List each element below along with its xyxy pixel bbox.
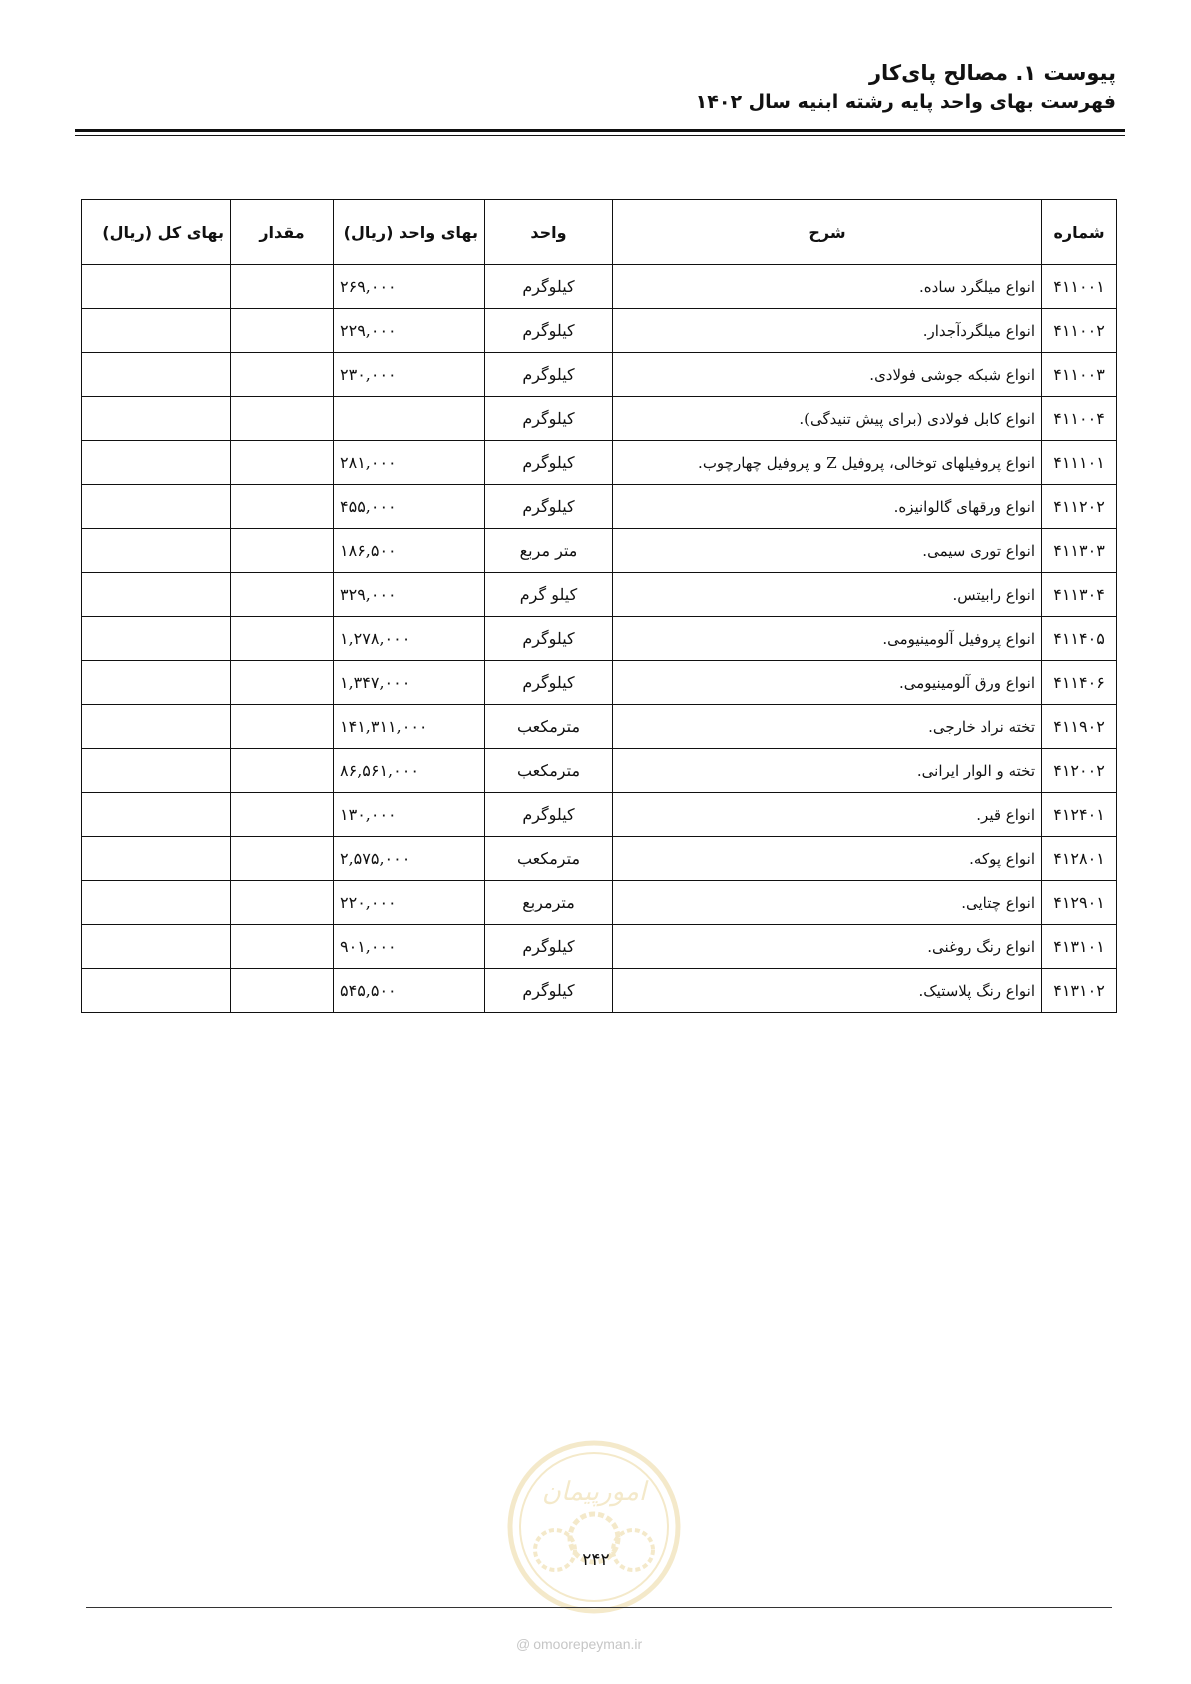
cell-quantity [231,925,334,969]
cell-description: انواع چتایی. [613,881,1042,925]
cell-unit: متر مربع [485,529,613,573]
page-header [66,58,1116,116]
cell-code: ۴۱۲۹۰۱ [1042,881,1117,925]
cell-quantity [231,265,334,309]
cell-description: انواع پروفیلهای توخالی، پروفیل Z و پروفیل چهارچوب. [613,441,1042,485]
cell-unit-price: ۴۵۵,۰۰۰ [334,485,485,529]
cell-total-price [82,793,231,837]
cell-unit: کیلوگرم [485,397,613,441]
cell-description: انواع پروفیل آلومینیومی. [613,617,1042,661]
table-row [82,749,1117,793]
table-row [82,969,1117,1013]
cell-quantity [231,573,334,617]
website-url: omoorepeyman.ir [533,1636,643,1652]
cell-code: ۴۱۱۱۰۱ [1042,441,1117,485]
cell-code: ۴۱۲۰۰۲ [1042,749,1117,793]
at-sign-icon: @ [516,1636,531,1652]
cell-total-price [82,925,231,969]
cell-description: انواع قیر. [613,793,1042,837]
cell-unit: کیلو گرم [485,573,613,617]
table-row [82,353,1117,397]
cell-unit-price: ۲۶۹,۰۰۰ [334,265,485,309]
cell-total-price [82,837,231,881]
table-row [82,397,1117,441]
cell-unit-price: ۲۲۹,۰۰۰ [334,309,485,353]
cell-unit-price: ۳۲۹,۰۰۰ [334,573,485,617]
cell-quantity [231,485,334,529]
column-header-description: شرح [613,200,1042,265]
cell-unit: کیلوگرم [485,265,613,309]
cell-total-price [82,573,231,617]
cell-code: ۴۱۱۴۰۶ [1042,661,1117,705]
cell-unit-price: ۲,۵۷۵,۰۰۰ [334,837,485,881]
cell-code: ۴۱۱۰۰۲ [1042,309,1117,353]
table-row [82,793,1117,837]
table-row [82,529,1117,573]
cell-total-price [82,969,231,1013]
table-row [82,617,1117,661]
website-watermark [516,1636,706,1652]
cell-code: ۴۱۱۰۰۱ [1042,265,1117,309]
seal-logo-text: امورپیمان [541,1477,647,1507]
cell-unit-price: ۱۴۱,۳۱۱,۰۰۰ [334,705,485,749]
table-row [82,309,1117,353]
cell-unit: کیلوگرم [485,441,613,485]
cell-unit-price: ۸۶,۵۶۱,۰۰۰ [334,749,485,793]
price-list-table [81,199,1117,1013]
cell-description: انواع میلگردآجدار. [613,309,1042,353]
table-row [82,573,1117,617]
column-header-unit-price: بهای واحد (ریال) [334,200,485,265]
cell-code: ۴۱۱۲۰۲ [1042,485,1117,529]
cell-quantity [231,617,334,661]
table-row [82,265,1117,309]
table-row [82,837,1117,881]
cell-code: ۴۱۲۴۰۱ [1042,793,1117,837]
cell-unit: مترمکعب [485,705,613,749]
cell-description: انواع رابیتس. [613,573,1042,617]
cell-total-price [82,309,231,353]
cell-code: ۴۱۱۳۰۳ [1042,529,1117,573]
table-header-row [82,200,1117,265]
cell-unit-price: ۲۳۰,۰۰۰ [334,353,485,397]
cell-description: انواع پوکه. [613,837,1042,881]
cell-unit-price [334,397,485,441]
cell-quantity [231,441,334,485]
page-number: ۲۴۲ [582,1550,610,1570]
cell-unit-price: ۵۴۵,۵۰۰ [334,969,485,1013]
cell-description: انواع رنگ روغنی. [613,925,1042,969]
cell-description: انواع میلگرد ساده. [613,265,1042,309]
cell-total-price [82,705,231,749]
cell-unit: کیلوگرم [485,661,613,705]
seal-outer-ring [510,1443,678,1611]
table-row [82,441,1117,485]
cell-description: انواع ورقهای گالوانیزه. [613,485,1042,529]
cell-code: ۴۱۳۱۰۱ [1042,925,1117,969]
cell-quantity [231,529,334,573]
table-row [82,661,1117,705]
cell-unit-price: ۹۰۱,۰۰۰ [334,925,485,969]
appendix-title: پیوست ۱. مصالح پای‌کار [868,61,1116,85]
cell-unit: کیلوگرم [485,309,613,353]
table-row [82,485,1117,529]
cell-description: انواع شبکه جوشی فولادی. [613,353,1042,397]
table-row [82,881,1117,925]
cell-unit-price: ۱,۲۷۸,۰۰۰ [334,617,485,661]
cell-total-price [82,265,231,309]
cell-total-price [82,353,231,397]
cell-unit: کیلوگرم [485,353,613,397]
table-row [82,925,1117,969]
cell-description: تخته و الوار ایرانی. [613,749,1042,793]
cell-quantity [231,353,334,397]
table-row [82,705,1117,749]
cell-unit: کیلوگرم [485,793,613,837]
cell-unit: مترمکعب [485,837,613,881]
cell-quantity [231,309,334,353]
cell-quantity [231,881,334,925]
table-body [82,265,1117,1013]
gear-seal-logo [505,1438,683,1616]
cell-unit: کیلوگرم [485,969,613,1013]
cell-total-price [82,617,231,661]
cell-quantity [231,705,334,749]
cell-unit-price: ۲۸۱,۰۰۰ [334,441,485,485]
cell-unit: مترمربع [485,881,613,925]
cell-total-price [82,485,231,529]
cell-total-price [82,441,231,485]
cell-total-price [82,749,231,793]
cell-description: انواع رنگ پلاستیک. [613,969,1042,1013]
cell-quantity [231,837,334,881]
column-header-unit: واحد [485,200,613,265]
cell-unit-price: ۲۲۰,۰۰۰ [334,881,485,925]
cell-unit: کیلوگرم [485,925,613,969]
footer-rule [86,1607,1112,1608]
cell-total-price [82,661,231,705]
seal-inner-ring [520,1453,668,1601]
cell-unit-price: ۱۸۶,۵۰۰ [334,529,485,573]
cell-description: انواع توری سیمی. [613,529,1042,573]
cell-code: ۴۱۱۳۰۴ [1042,573,1117,617]
cell-code: ۴۱۱۰۰۴ [1042,397,1117,441]
cell-code: ۴۱۱۴۰۵ [1042,617,1117,661]
cell-quantity [231,969,334,1013]
cell-description: انواع کابل فولادی (برای پیش تنیدگی). [613,397,1042,441]
cell-code: ۴۱۱۹۰۲ [1042,705,1117,749]
cell-unit-price: ۱,۳۴۷,۰۰۰ [334,661,485,705]
cell-unit: مترمکعب [485,749,613,793]
cell-quantity [231,661,334,705]
cell-total-price [82,881,231,925]
column-header-code: شماره [1042,200,1117,265]
cell-quantity [231,749,334,793]
cell-unit-price: ۱۳۰,۰۰۰ [334,793,485,837]
document-subtitle: فهرست بهای واحد پایه رشته ابنیه سال ۱۴۰۲ [695,91,1116,113]
cell-description: تخته نراد خارجی. [613,705,1042,749]
cell-unit: کیلوگرم [485,485,613,529]
cell-unit: کیلوگرم [485,617,613,661]
column-header-total-price: بهای کل (ریال) [82,200,231,265]
cell-code: ۴۱۳۱۰۲ [1042,969,1117,1013]
header-rule-thin [75,135,1125,136]
cell-code: ۴۱۱۰۰۳ [1042,353,1117,397]
header-rule-thick [75,129,1125,132]
cell-quantity [231,397,334,441]
cell-total-price [82,529,231,573]
cell-total-price [82,397,231,441]
cell-code: ۴۱۲۸۰۱ [1042,837,1117,881]
cell-description: انواع ورق آلومینیومی. [613,661,1042,705]
cell-quantity [231,793,334,837]
column-header-quantity: مقدار [231,200,334,265]
